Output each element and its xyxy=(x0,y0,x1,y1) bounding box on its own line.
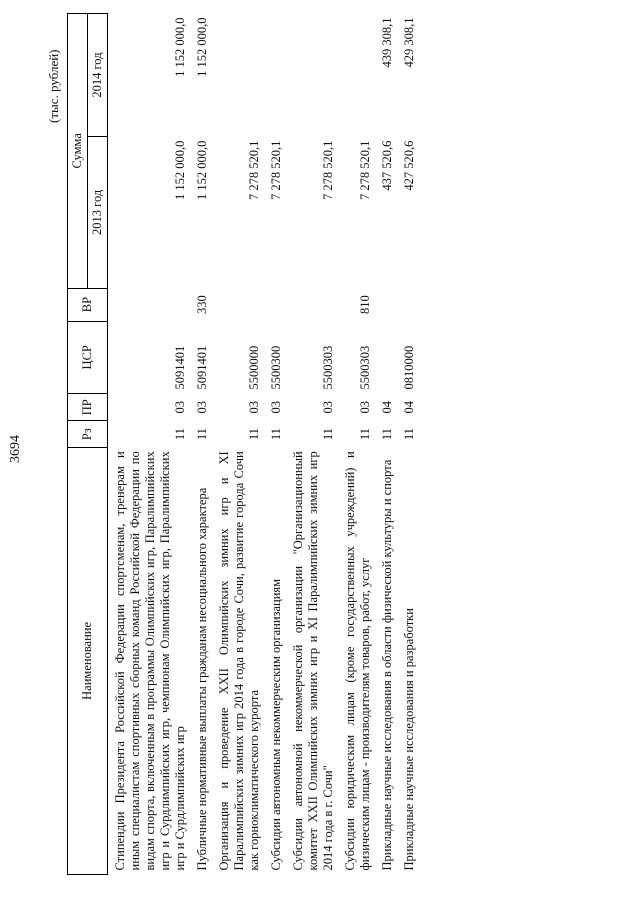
row-name: Субсидии юридическим лицам (кроме государственных учреждений) и физическим лицам - производителям товаров, работ, услуг xyxy=(343,451,372,871)
table-row xyxy=(397,14,419,875)
header-sum: Сумма xyxy=(68,14,88,289)
row-rz: 11 xyxy=(173,428,187,441)
row-vr xyxy=(375,288,397,321)
row-rz: 11 xyxy=(402,428,416,441)
row-2013: 7 278 520,1 xyxy=(321,140,335,200)
header-vr: ВР xyxy=(68,288,108,321)
header-2013: 2013 год xyxy=(88,137,108,289)
header-2014: 2014 год xyxy=(88,14,108,137)
row-name: Публичные нормативные выплаты гражданам несоциального характера xyxy=(195,487,209,871)
table-row xyxy=(190,14,212,875)
row-rz: 11 xyxy=(380,428,394,441)
row-2013: 437 520,6 xyxy=(380,140,394,191)
row-csr: 5500303 xyxy=(358,345,372,390)
row-vr xyxy=(264,288,286,321)
header-name: Наименование xyxy=(68,447,108,874)
row-name: Субсидии автономным некоммерческим организациям xyxy=(269,578,283,871)
header-pr: ПР xyxy=(68,394,108,421)
table-row xyxy=(338,14,375,875)
budget-table xyxy=(67,13,419,875)
row-2014: 1 152 000,0 xyxy=(195,17,209,77)
row-name: Субсидии автономной некоммерческой организации "Организационный комитет XXII Олимпийских зимних игр и XI Паралимпийских зимних игр 2014 года в г. Сочи" xyxy=(291,451,335,871)
row-vr xyxy=(286,288,338,321)
row-2014: 429 308,1 xyxy=(402,17,416,68)
row-2014: 1 152 000,0 xyxy=(173,17,187,77)
row-2013: 7 278 520,1 xyxy=(247,140,261,200)
row-pr: 03 xyxy=(195,400,209,414)
row-2013: 1 152 000,0 xyxy=(195,140,209,200)
header-csr: ЦСР xyxy=(68,321,108,393)
row-pr: 03 xyxy=(269,400,283,414)
table-row xyxy=(108,14,191,875)
row-rz: 11 xyxy=(321,428,335,441)
row-csr: 5500000 xyxy=(247,345,261,390)
row-name: Прикладные научные исследования в области физической культуры и спорта xyxy=(380,459,394,871)
row-vr xyxy=(108,288,191,321)
row-pr: 04 xyxy=(380,400,394,414)
page-number: 3694 xyxy=(8,435,23,463)
row-csr xyxy=(375,321,397,393)
row-rz: 11 xyxy=(358,428,372,441)
row-2013: 7 278 520,1 xyxy=(358,140,372,200)
row-vr: 810 xyxy=(358,295,372,314)
row-pr: 03 xyxy=(247,400,261,414)
row-2013: 1 152 000,0 xyxy=(173,140,187,200)
row-2014 xyxy=(338,14,375,137)
row-vr xyxy=(397,288,419,321)
units-label: (тыс. рублей) xyxy=(46,49,61,123)
row-2014 xyxy=(264,14,286,137)
row-name: Организация и проведение XXII Олимпийских зимних игр и XI Паралимпийских зимних игр 2014 года в городе Сочи, развитие города Сочи как горноклиматического курорта xyxy=(217,451,261,871)
row-csr: 5500300 xyxy=(269,345,283,390)
row-rz: 11 xyxy=(269,428,283,441)
row-csr: 5500303 xyxy=(321,345,335,390)
row-rz: 11 xyxy=(247,428,261,441)
table-row xyxy=(264,14,286,875)
row-2014 xyxy=(286,14,338,137)
row-csr: 5091401 xyxy=(173,345,187,390)
row-pr: 03 xyxy=(321,400,335,414)
row-2013: 427 520,6 xyxy=(402,140,416,191)
row-csr: 0810000 xyxy=(402,345,416,390)
row-pr: 03 xyxy=(358,400,372,414)
row-rz: 11 xyxy=(195,428,209,441)
row-name: Прикладные научные исследования и разработки xyxy=(402,608,416,871)
row-2013: 7 278 520,1 xyxy=(269,140,283,200)
row-vr xyxy=(212,288,264,321)
row-pr: 03 xyxy=(173,400,187,414)
row-csr: 5091401 xyxy=(195,345,209,390)
table-row xyxy=(212,14,264,875)
row-pr: 04 xyxy=(402,400,416,414)
header-rz: Рз xyxy=(68,421,108,447)
row-2014: 439 308,1 xyxy=(380,17,394,68)
row-vr: 330 xyxy=(195,295,209,314)
row-2014 xyxy=(212,14,264,137)
row-name: Стипендии Президента Российской Федерации спортсменам, тренерам и иным специалистам спортивных сборных команд Российской Федерации по видам спорта, включенным в программы Олимпийских игр, Паралимпийских игр и Сурдлимпийских игр, чемпионам Олимпийских игр, Паралимпийских игр и Сурдлимпийских игр xyxy=(113,451,187,871)
table-row xyxy=(375,14,397,875)
table-row xyxy=(286,14,338,875)
